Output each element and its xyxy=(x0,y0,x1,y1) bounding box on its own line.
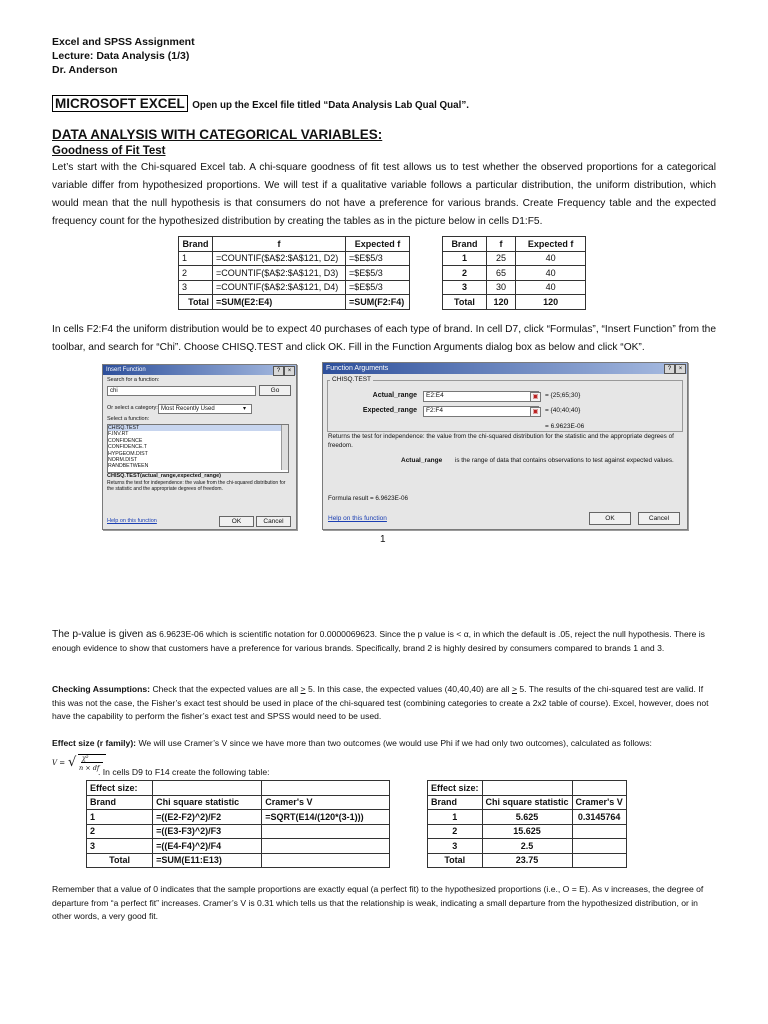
category-label: Or select a category: xyxy=(107,405,158,411)
assumptions-text-1: Check that the expected values are all xyxy=(152,684,301,694)
table-cell: 120 xyxy=(486,295,515,310)
frequency-formula-table xyxy=(178,236,410,310)
actual-range-label: Actual_range xyxy=(372,392,417,399)
gte-symbol: > xyxy=(300,684,306,694)
search-label: Search for a function: xyxy=(107,377,160,383)
table-header: Cramer's V xyxy=(572,795,626,810)
effect-paragraph xyxy=(52,737,716,751)
list-item[interactable]: CONFIDENCE xyxy=(108,437,143,444)
assumptions-paragraph xyxy=(52,683,716,724)
close-icon[interactable]: × xyxy=(284,366,295,376)
table-cell: 2 xyxy=(179,266,213,281)
table-cell xyxy=(572,853,626,868)
table-title: Effect size: xyxy=(428,781,483,796)
effect-value-table xyxy=(427,780,627,868)
table-cell: 40 xyxy=(516,266,586,281)
table-cell: 3 xyxy=(443,280,487,295)
table-header: Chi square statistic xyxy=(153,795,262,810)
table-header: f xyxy=(486,237,515,252)
fraction-bar xyxy=(81,762,103,763)
formula-lhs: V = xyxy=(52,759,66,767)
table-cell: 15.625 xyxy=(482,824,572,839)
function-search-input[interactable]: chi xyxy=(107,386,256,396)
expected-range-input[interactable]: F2:F4 xyxy=(423,406,539,417)
list-item[interactable]: CHISQ.TEST xyxy=(108,425,288,431)
cancel-button[interactable]: Cancel xyxy=(638,512,680,525)
table-cell: 2 xyxy=(87,824,153,839)
select-function-label: Select a function: xyxy=(107,416,150,422)
table-header: Brand xyxy=(443,237,487,252)
table-cell: =SUM(F2:F4) xyxy=(345,295,409,310)
table-cell xyxy=(572,824,626,839)
table-cell: 65 xyxy=(486,266,515,281)
formula-result: Formula result = 6.9623E-06 xyxy=(328,495,408,502)
table-cell: Total xyxy=(428,853,483,868)
pvalue-paragraph xyxy=(52,628,716,655)
table-cell: =((E4-F4)^2)/F4 xyxy=(153,839,262,854)
table-cell: 2.5 xyxy=(482,839,572,854)
table-cell xyxy=(572,839,626,854)
table-header: Brand xyxy=(179,237,213,252)
table-cell: 2 xyxy=(428,824,483,839)
table-cell: =COUNTIF($A$2:$A$121, D2) xyxy=(212,251,345,266)
assumptions-text-2: 5. In this case, the expected values (40,40,40) are all xyxy=(305,684,512,694)
microsoft-excel-tag: MICROSOFT EXCEL xyxy=(52,95,188,112)
table-header: Brand xyxy=(428,795,483,810)
table-cell: =$E$5/3 xyxy=(345,251,409,266)
table-cell xyxy=(262,824,390,839)
argument-description: is the range of data that contains observations to test against expected values. xyxy=(455,457,674,464)
expected-range-result: = {40;40;40} xyxy=(545,407,581,414)
header-line3: Dr. Anderson xyxy=(52,64,118,76)
table-cell: 120 xyxy=(516,295,586,310)
subsection-title: Goodness of Fit Test xyxy=(52,145,166,157)
para-intro: Let’s start with the Chi-squared Excel tab. A chi-square goodness of fit test allows us to test whether the observed proportions for a categorical variable differ from hypothesized proportions. We will test if a qualitative variable follows a particular distribution, the uniform distribution, which would mean that the null hypothesis is that consumers do not have a preference for various brands. Create Frequency table and the expected frequency count for the hypothesized distribution by creating the tables as in the picture below in cells D1:F5. xyxy=(52,162,716,227)
table-cell: 40 xyxy=(516,280,586,295)
table-cell xyxy=(262,853,390,868)
category-select[interactable]: Most Recently Used xyxy=(158,404,252,414)
ok-button[interactable]: OK xyxy=(589,512,631,525)
cancel-button[interactable]: Cancel xyxy=(256,516,291,527)
function-description: Returns the test for independence: the value from the chi-squared distribution for the statistic and the appropriate degrees of freedom. xyxy=(107,480,286,492)
function-arguments-dialog xyxy=(322,362,688,530)
doc-header xyxy=(52,35,195,77)
formula-denominator: n × df xyxy=(79,764,100,772)
sqrt-icon: √ xyxy=(68,755,77,770)
actual-range-result: = {25;65;30} xyxy=(545,392,581,399)
function-result: = 6.9623E-06 xyxy=(545,423,585,430)
table-header: Cramer's V xyxy=(262,795,390,810)
table-cell: 5.625 xyxy=(482,810,572,825)
list-item[interactable]: RANDBETWEEN xyxy=(108,463,149,470)
table-header: Expected f xyxy=(345,237,409,252)
table-cell: =SQRT(E14/(120*(3-1))) xyxy=(262,810,390,825)
function-arguments-title: Function Arguments xyxy=(323,363,687,374)
collapse-dialog-icon[interactable]: ▣ xyxy=(530,407,541,417)
table-cell: =SUM(E11:E13) xyxy=(153,853,262,868)
close-icon[interactable]: × xyxy=(675,364,686,374)
table-cell: =COUNTIF($A$2:$A$121, D4) xyxy=(212,280,345,295)
ok-button[interactable]: OK xyxy=(219,516,254,527)
table-cell: 30 xyxy=(486,280,515,295)
table-header: Chi square statistic xyxy=(482,795,572,810)
gte-symbol: > xyxy=(511,684,517,694)
table-cell: 1 xyxy=(87,810,153,825)
table-cell: Total xyxy=(443,295,487,310)
table-cell xyxy=(482,781,572,796)
table-cell: =$E$5/3 xyxy=(345,280,409,295)
pvalue-lead: The p-value is given as xyxy=(52,629,157,640)
table-cell: 3 xyxy=(179,280,213,295)
para-chisq-instructions: In cells F2:F4 the uniform distribution would be to expect 40 purchases of each type of brand. In cell D7, click “Formulas”, “Insert Function” from the toolbar, and search for “Chi”. Choose CHISQ.TEST and click OK. Fill in the Function Arguments dialog box as below and click “OK”. xyxy=(52,324,716,353)
chevron-down-icon[interactable]: ▾ xyxy=(243,406,247,412)
help-link[interactable]: Help on this function xyxy=(107,518,157,524)
table-cell xyxy=(153,781,262,796)
section-title: DATA ANALYSIS WITH CATEGORICAL VARIABLES: xyxy=(52,127,383,142)
intro-line xyxy=(52,95,469,113)
insert-function-dialog xyxy=(102,364,297,530)
page-number: 1 xyxy=(380,534,386,545)
header-line1: Excel and SPSS Assignment xyxy=(52,36,195,48)
effect-formula-table xyxy=(86,780,390,868)
intro-text: Open up the Excel file titled “Data Analysis Lab Qual Qual”. xyxy=(192,100,469,111)
table-title: Effect size: xyxy=(87,781,153,796)
table-header: f xyxy=(212,237,345,252)
assumptions-label: Checking Assumptions: xyxy=(52,684,151,694)
table-cell xyxy=(262,781,390,796)
assumptions-text-3: 5. The results of the chi-squared test are valid. If this was not the case, the Fisher’s exact test should be used in place of the chi-squared test (combining categories to create a 2x2 table of course). Excel, however, does not have the capability to perform the fisher’s exact test and SPSS would need to be used. xyxy=(52,684,709,721)
table-cell: 40 xyxy=(516,251,586,266)
closing-paragraph: Remember that a value of 0 indicates that the sample proportions are exactly equal (a perfect fit) to the hypothesized proportions (i.e., O = E). As v increases, the degree of departure from “a perfect fit” increases. Cramer’s V is 0.31 which tells us that the relationship is weak, indicating a small departure from the hypothesized distribution, or in other words, a very good fit. xyxy=(52,884,704,921)
table-cell: 3 xyxy=(428,839,483,854)
expected-range-label: Expected_range xyxy=(362,407,417,414)
list-item[interactable]: NORM.DIST xyxy=(108,457,138,464)
actual-range-input[interactable]: E2:E4 xyxy=(423,391,539,402)
scrollbar[interactable] xyxy=(281,425,288,470)
function-signature: CHISQ.TEST(actual_range,expected_range) xyxy=(107,473,222,479)
table-cell: =((E3-F3)^2)/F3 xyxy=(153,824,262,839)
function-description: Returns the test for independence: the value from the chi-squared distribution for the statistic and the appropriate degrees of freedom. xyxy=(328,433,674,449)
table-cell: 3 xyxy=(87,839,153,854)
table-cell: 2 xyxy=(443,266,487,281)
help-icon[interactable]: ? xyxy=(664,364,675,374)
table-cell: Total xyxy=(179,295,213,310)
go-button[interactable]: Go xyxy=(259,385,291,396)
collapse-dialog-icon[interactable]: ▣ xyxy=(530,392,541,402)
argument-name: Actual_range xyxy=(401,457,443,464)
table-cell: 1 xyxy=(179,251,213,266)
group-label: CHISQ.TEST xyxy=(332,376,372,383)
table-cell: Total xyxy=(87,853,153,868)
table-cell: 1 xyxy=(443,251,487,266)
effect-label: Effect size (r family): xyxy=(52,738,137,748)
formula-numerator: χ² xyxy=(82,754,89,762)
frequency-value-table xyxy=(442,236,586,310)
table-cell: 0.3145764 xyxy=(572,810,626,825)
table-cell: =COUNTIF($A$2:$A$121, D3) xyxy=(212,266,345,281)
header-line2: Lecture: Data Analysis (1/3) xyxy=(52,50,190,62)
help-icon[interactable]: ? xyxy=(273,366,284,376)
effect-text: We will use Cramer’s V since we have more than two outcomes (we would use Phi if we had only two outcomes), calculated as follows: xyxy=(138,738,652,748)
list-item[interactable]: F.INV.RT xyxy=(108,431,129,438)
table-cell xyxy=(572,781,626,796)
effect-after-text: . In cells D9 to F14 create the following table: xyxy=(98,767,270,777)
table-cell: =SUM(E2:E4) xyxy=(212,295,345,310)
table-header: Expected f xyxy=(516,237,586,252)
table-cell: 23.75 xyxy=(482,853,572,868)
table-header: Brand xyxy=(87,795,153,810)
table-cell: 25 xyxy=(486,251,515,266)
table-cell: =((E2-F2)^2)/F2 xyxy=(153,810,262,825)
help-link[interactable]: Help on this function xyxy=(328,515,387,522)
table-cell xyxy=(262,839,390,854)
table-cell: =$E$5/3 xyxy=(345,266,409,281)
list-item[interactable]: CONFIDENCE.T xyxy=(108,444,147,451)
list-item[interactable]: HYPGEOM.DIST xyxy=(108,450,148,457)
function-list[interactable] xyxy=(107,424,289,473)
insert-function-title: Insert Function xyxy=(103,365,296,375)
pvalue-text: 6.9623E-06 which is scientific notation for 0.0000069623. Since the p value is < α, in which the default is .05, reject the null hypothesis. There is enough evidence to show that customers have a preference for various brands. Specifically, brand 2 is highly desired by consumers compared to brands 1 and 3. xyxy=(52,629,705,653)
table-cell: 1 xyxy=(428,810,483,825)
